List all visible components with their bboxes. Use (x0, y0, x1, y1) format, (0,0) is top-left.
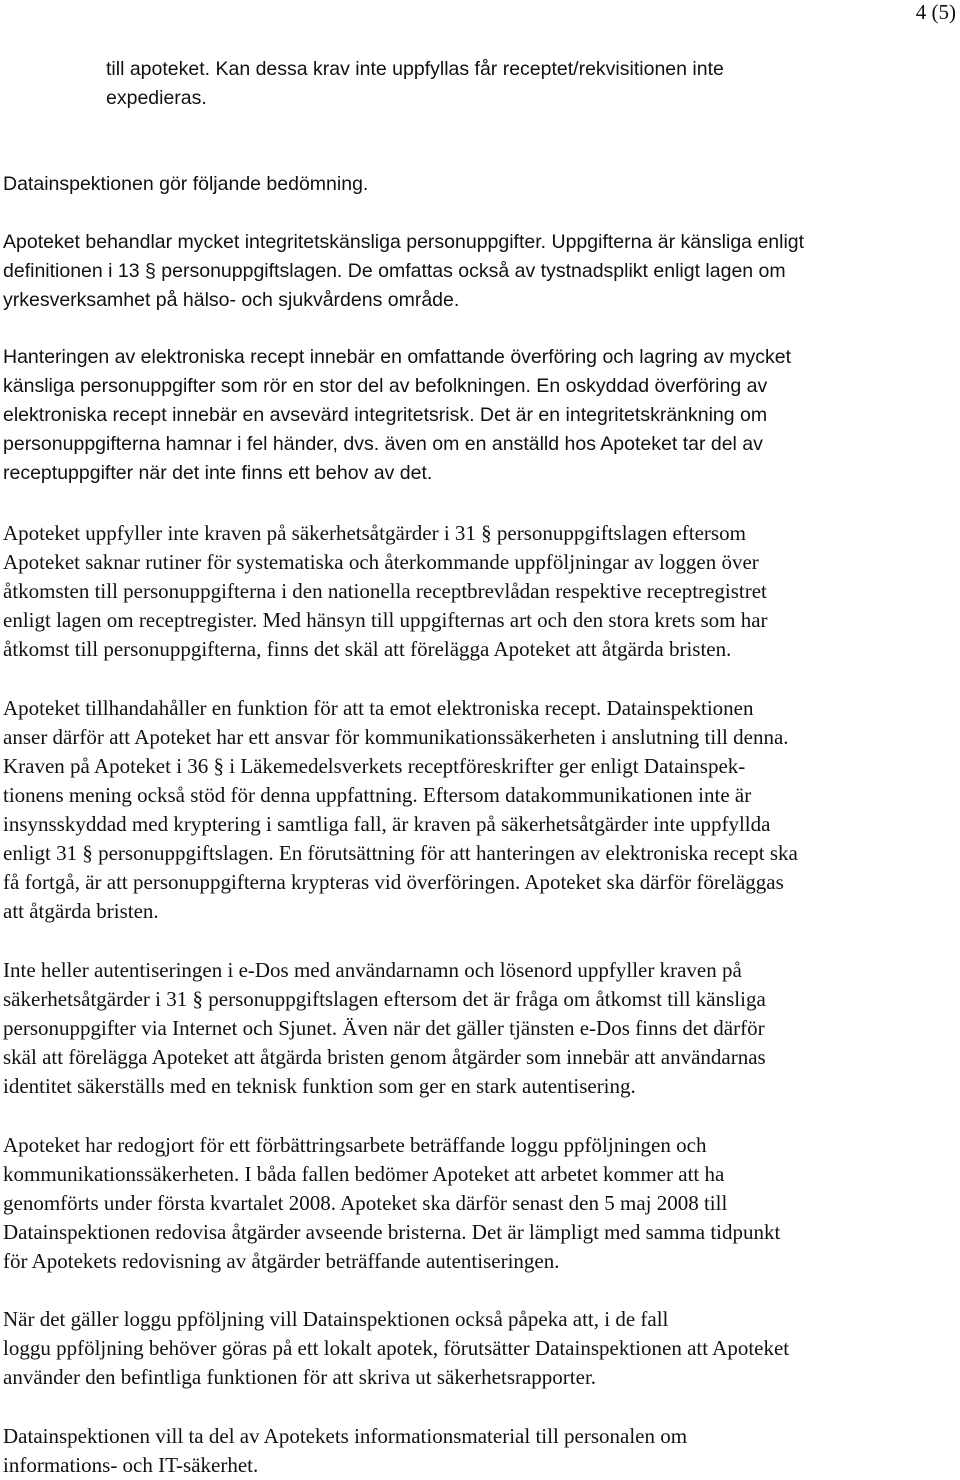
text-line: expedieras. (106, 87, 207, 109)
text-line: Apoteket tillhandahåller en funktion för att ta emot elektroniska recept. Datainspektionen (3, 696, 754, 720)
text-line: loggu ppföljning behöver göras på ett lokalt apotek, förutsätter Datainspektionen att Apoteket (3, 1336, 790, 1360)
text-line: personuppgifter via Internet och Sjunet. Även när det gäller tjänsten e-Dos finns det därför (3, 1016, 765, 1040)
text-line: enligt lagen om receptregister. Med hänsyn till uppgifternas art och den stora krets som har (3, 608, 768, 632)
paragraph-requirement-31 (3, 519, 958, 664)
text-line: Kraven på Apoteket i 36 § i Läkemedelsverkets receptföreskrifter ger enligt Datainspek- (3, 754, 746, 778)
paragraph-function (3, 694, 958, 926)
text-line: identitet säkerställs med en teknisk funktion som ger en stark autentisering. (3, 1074, 636, 1098)
text-line: Apoteket behandlar mycket integritetskänsliga personuppgifter. Uppgifterna är känsliga enligt (3, 231, 805, 253)
text-line: elektroniska recept innebär en avsevärd integritetsrisk. Det är en integritetskränkning om (3, 404, 768, 426)
text-line: genomförts under första kvartalet 2008. Apoteket ska därför senast den 5 maj 2008 till (3, 1191, 728, 1215)
paragraph-intro (106, 55, 946, 113)
paragraph-information-material (3, 1422, 958, 1480)
text-line: Apoteket har redogjort för ett förbättringsarbete beträffande loggu ppföljningen och (3, 1133, 707, 1157)
text-line: säkerhetsåtgärder i 31 § personuppgiftslagen eftersom det är fråga om åtkomst till känsliga (3, 987, 766, 1011)
text-line: skäl att förelägga Apoteket att åtgärda bristen genom åtgärder som innebär att användarnas (3, 1045, 766, 1069)
paragraph-log-followup (3, 1305, 958, 1392)
text-line: När det gäller loggu ppföljning vill Datainspektionen också påpeka att, i de fall (3, 1307, 669, 1331)
paragraph-sensitive-data (3, 228, 958, 315)
text-line: Apoteket uppfyller inte kraven på säkerhetsåtgärder i 31 § personuppgiftslagen eftersom (3, 521, 746, 545)
text-line: Datainspektionen gör följande bedömning. (3, 173, 369, 195)
text-line: receptuppgifter när det inte finns ett behov av det. (3, 462, 433, 484)
text-line: tionens mening också stöd för denna uppfattning. Eftersom datakommunikationen inte är (3, 783, 752, 807)
text-line: Datainspektionen redovisa åtgärder avseende bristerna. Det är lämpligt med samma tidpunkt (3, 1220, 781, 1244)
text-line: känsliga personuppgifter som rör en stor del av befolkningen. En oskyddad överföring av (3, 375, 768, 397)
text-line: kommunikationssäkerheten. I båda fallen bedömer Apoteket att arbetet kommer att ha (3, 1162, 725, 1186)
page-number: 4 (5) (915, 0, 956, 24)
text-line: personuppgifterna hamnar i fel händer, dvs. även om en anställd hos Apoteket tar del av (3, 433, 763, 455)
text-line: åtkomst till personuppgifterna, finns det skäl att förelägga Apoteket att åtgärda bristen. (3, 637, 732, 661)
text-line: Hanteringen av elektroniska recept innebär en omfattande överföring och lagring av mycket (3, 346, 792, 368)
text-line: åtkomsten till personuppgifterna i den nationella receptbrevlådan respektive receptregistret (3, 579, 767, 603)
text-line: definitionen i 13 § personuppgiftslagen. De omfattas också av tystnadsplikt enligt lagen om (3, 260, 786, 282)
text-line: till apoteket. Kan dessa krav inte uppfyllas får receptet/rekvisitionen inte (106, 58, 724, 80)
text-line: Apoteket saknar rutiner för systematiska och återkommande uppföljningar av loggen över (3, 550, 759, 574)
text-line: Datainspektionen vill ta del av Apotekets informationsmaterial till personalen om (3, 1424, 688, 1448)
paragraph-improvement (3, 1131, 958, 1276)
text-line: Inte heller autentiseringen i e-Dos med användarnamn och lösenord uppfyller kraven på (3, 958, 742, 982)
text-line: att åtgärda bristen. (3, 899, 159, 923)
text-line: använder den befintliga funktionen för att skriva ut säkerhetsrapporter. (3, 1365, 597, 1389)
text-line: få fortgå, är att personuppgifterna krypteras vid överföringen. Apoteket ska därför föreläggas (3, 870, 784, 894)
paragraph-assessment-heading (3, 170, 958, 199)
text-line: för Apotekets redovisning av åtgärder beträffande autentiseringen. (3, 1249, 560, 1273)
text-line: enligt 31 § personuppgiftslagen. En förutsättning för att hanteringen av elektroniska recept ska (3, 841, 798, 865)
text-line: yrkesverksamhet på hälso- och sjukvårdens område. (3, 289, 460, 311)
text-line: insynsskyddad med kryptering i samtliga fall, är kraven på säkerhetsåtgärder inte uppfyllda (3, 812, 771, 836)
paragraph-handling (3, 343, 958, 488)
paragraph-authentication (3, 956, 958, 1101)
text-line: informations- och IT-säkerhet. (3, 1453, 259, 1477)
text-line: anser därför att Apoteket har ett ansvar för kommunikationssäkerheten i anslutning till denna. (3, 725, 789, 749)
